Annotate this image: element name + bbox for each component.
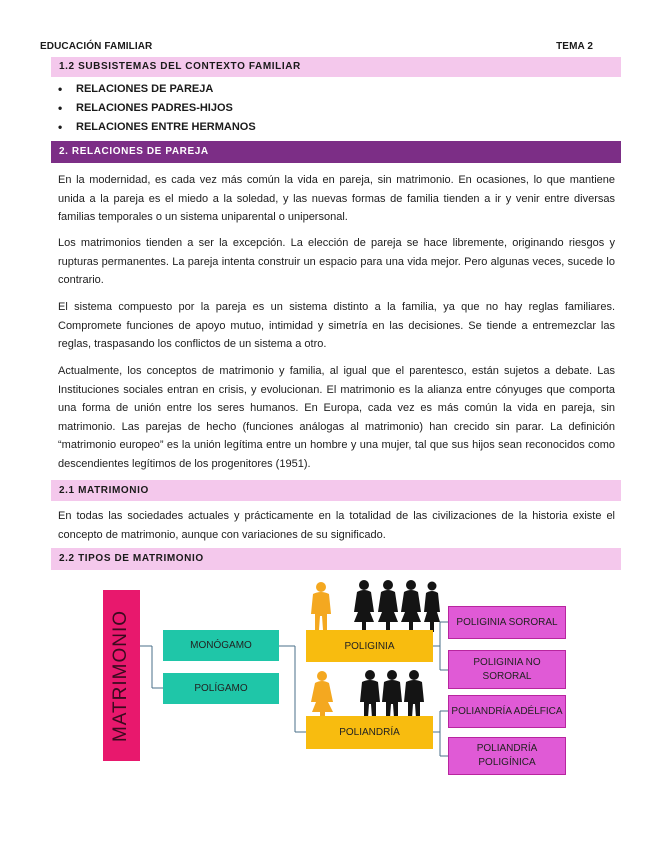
woman-silhouette-icon [311,671,333,720]
list-item: • RELACIONES PADRES-HIJOS [51,99,256,118]
diagram-root-matrimonio: MATRIMONIO [103,590,140,761]
list-item: • RELACIONES DE PAREJA [51,80,256,99]
women-silhouettes-icon [354,580,440,632]
section-heading-2: 2. RELACIONES DE PAREJA [51,141,621,163]
diagram-node-poliandria-poliginica: POLIANDRÍA POLIGÍNICA [448,737,566,775]
section-heading-2-1: 2.1 MATRIMONIO [51,480,621,501]
list-item: • RELACIONES ENTRE HERMANOS [51,118,256,137]
paragraph: En la modernidad, es cada vez más común la vida en pareja, sin matrimonio. En ocasiones, lo que mantiene unida a la pareja es el miedo a la soledad, y las nuevas formas de familia tienden a ir y venir entre diversas familias temporales o un sistema uniparental o unipersonal. [58,174,615,223]
diagram-node-poliandria: POLIANDRÍA [306,716,433,749]
paragraph: El sistema compuesto por la pareja es un sistema distinto a la familia, ya que no hay reglas familiares. Compromete funciones de apoyo mutuo, intimidad y simetría en las decisiones. Se tiende a entremezclar las reglas, traspasando los conflictos de un sistema a otro. [58,301,615,350]
man-silhouette-icon [311,582,331,630]
section-heading-1-2: 1.2 SUBSISTEMAS DEL CONTEXTO FAMILIAR [51,57,621,77]
diagram-node-poliandria-adelfica: POLIANDRÍA ADÉLFICA [448,695,566,728]
diagram-node-poligamo: POLÍGAMO [163,673,279,704]
document-header-subject: EDUCACIÓN FAMILIAR [40,41,153,52]
section-heading-2-2: 2.2 TIPOS DE MATRIMONIO [51,548,621,570]
diagram-node-poliginia-no-sororal: POLIGINIA NO SORORAL [448,650,566,689]
document-header-topic: TEMA 2 [556,41,593,52]
diagram-node-poliginia-sororal: POLIGINIA SORORAL [448,606,566,639]
bullet-list [51,80,256,137]
paragraph: Los matrimonios tienden a ser la excepción. La elección de pareja se hace libremente, originando riesgos y rupturas permanentes. La pareja intenta construir un espacio para una vida mejor. Pero algunas veces, sucede lo contrario. [58,237,615,286]
paragraph: Actualmente, los conceptos de matrimonio y familia, al igual que el parentesco, están sujetos a debate. Las Instituciones sociales entran en crisis, y evolucionan. El matrimonio es la alianza entre cónyuges que comporta una forma de unión entre los seres humanos. En Europa, cada vez es más común la vida en pareja, sin matrimonio. Las parejas de hecho (funciones análogas al matrimonio) han crecido sin parar. La definición “matrimonio europeo” es la unión legítima entre un hombre y una mujer, tal que sus hijos sean reconocidos como descendientes legítimos de los progenitores (1951). [58,365,615,470]
paragraph: En todas las sociedades actuales y prácticamente en la totalidad de las civilizaciones de la historia existe el concepto de matrimonio, aunque con variaciones de su significado. [58,510,615,541]
diagram-node-monogamo: MONÓGAMO [163,630,279,661]
men-silhouettes-icon [360,670,424,718]
diagram-node-poliginia: POLIGINIA [306,630,433,662]
